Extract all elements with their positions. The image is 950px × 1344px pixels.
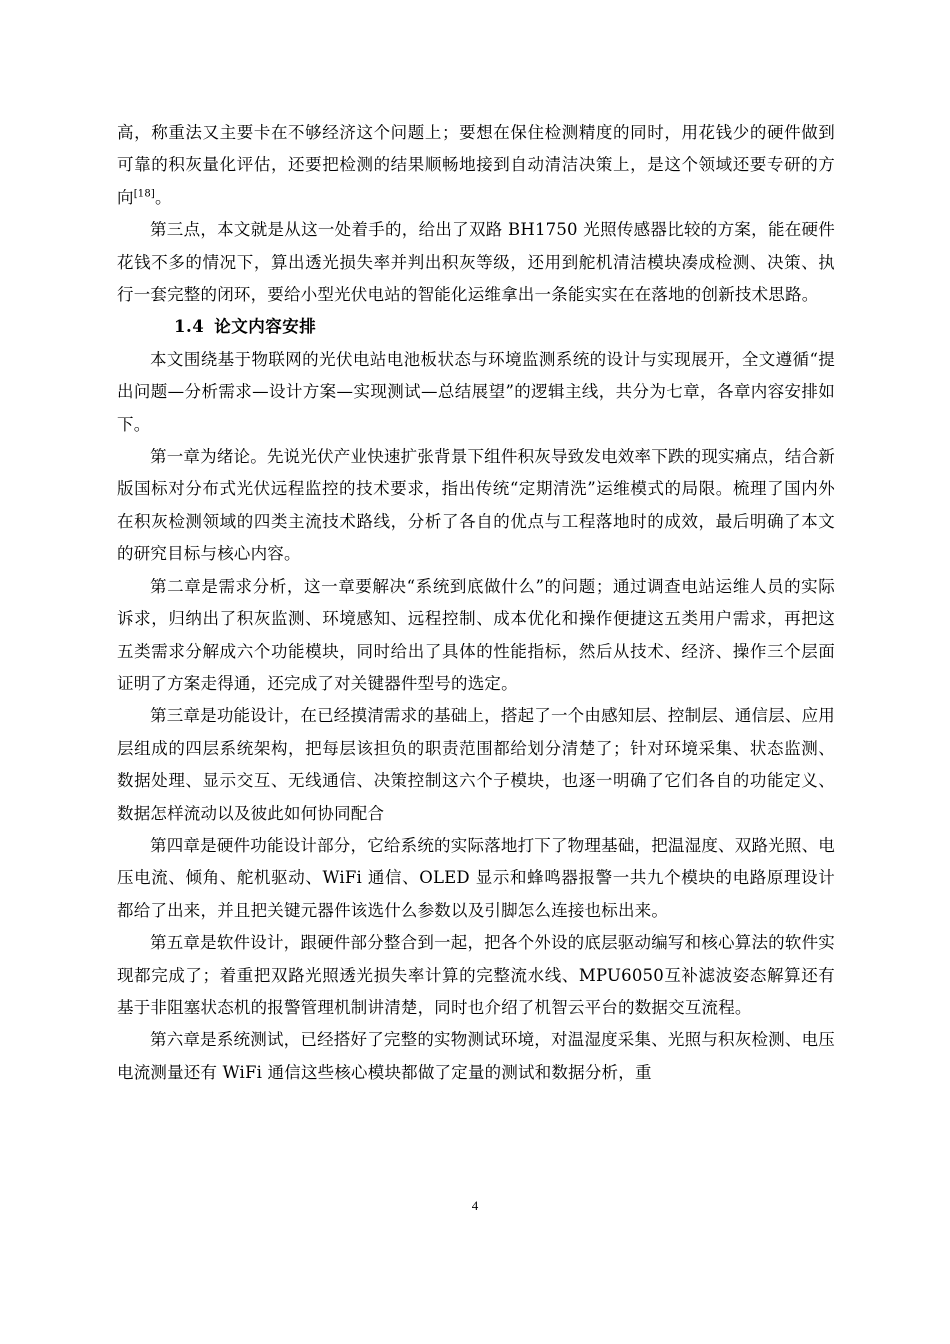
body-paragraph: 第一章为绪论。先说光伏产业快速扩张背景下组件积灰导致发电效率下跌的现实痛点，结合新版国标对分布式光伏远程监控的技术要求，指出传统“定期清洗”运维模式的局限。梳理了国内外在积灰检测领域的四类主流技术路线，分析了各自的优点与工程落地时的成效，最后明确了本文的研究目标与核心内容。 [117, 447, 835, 564]
body-paragraph: 本文围绕基于物联网的光伏电站电池板状态与环境监测系统的设计与实现展开，全文遵循“提出问题—分析需求—设计方案—实现测试—总结展望”的逻辑主线，共分为七章，各章内容安排如下。 [117, 349, 835, 434]
body-paragraph: 第二章是需求分析，这一章要解决“系统到底做什么”的问题；通过调查电站运维人员的实际诉求，归纳出了积灰监测、环境感知、远程控制、成本优化和操作便捷这五类用户需求，再把这五类需求分解成六个功能模块，同时给出了具体的性能指标，然后从技术、经济、操作三个层面证明了方案走得通，还完成了对关键器件型号的选定。 [117, 576, 835, 693]
body-paragraph: 第三章是功能设计，在已经摸清需求的基础上，搭起了一个由感知层、控制层、通信层、应用层组成的四层系统架构，把每层该担负的职责范围都给划分清楚了；针对环境采集、状态监测、数据处理、显示交互、无线通信、决策控制这六个子模块，也逐一明确了它们各自的功能定义、数据怎样流动以及彼此如何协同配合 [117, 706, 835, 823]
body-paragraph: 第三点，本文就是从这一处着手的，给出了双路 BH1750 光照传感器比较的方案，能在硬件花钱不多的情况下，算出透光损失率并判出积灰等级，还用到舵机清洁模块凑成检测、决策、执行一套完整的闭环，要给小型光伏电站的智能化运维拿出一条能实实在在落地的创新技术思路。 [117, 220, 835, 305]
section-number: 1.4 [174, 317, 205, 337]
citation-reference: [18] [133, 188, 156, 200]
body-paragraph: 高，称重法又主要卡在不够经济这个问题上；要想在保住检测精度的同时，用花钱少的硬件做到可靠的积灰量化评估，还要把检测的结果顺畅地接到自动清洁决策上，是这个领域还要专研的方向[18]。 [117, 123, 835, 207]
section-title: 论文内容安排 [214, 317, 317, 337]
page-number: 4 [471, 1198, 479, 1213]
section-heading [117, 311, 835, 343]
page-body [117, 117, 835, 1089]
body-paragraph: 第四章是硬件功能设计部分，它给系统的实际落地打下了物理基础，把温湿度、双路光照、电压电流、倾角、舵机驱动、WiFi 通信、OLED 显示和蜂鸣器报警一共九个模块的电路原理设计都给了出来，并且把关键元器件该选什么参数以及引脚怎么连接也标出来。 [117, 835, 835, 920]
body-paragraph: 第六章是系统测试，已经搭好了完整的实物测试环境，对温湿度采集、光照与积灰检测、电压电流测量还有 WiFi 通信这些核心模块都做了定量的测试和数据分析，重 [117, 1030, 835, 1082]
body-paragraph: 第五章是软件设计，跟硬件部分整合到一起，把各个外设的底层驱动编写和核心算法的软件实现都完成了；着重把双路光照透光损失率计算的完整流水线、MPU6050互补滤波姿态解算还有基于非阻塞状态机的报警管理机制讲清楚，同时也介绍了机智云平台的数据交互流程。 [117, 933, 835, 1017]
